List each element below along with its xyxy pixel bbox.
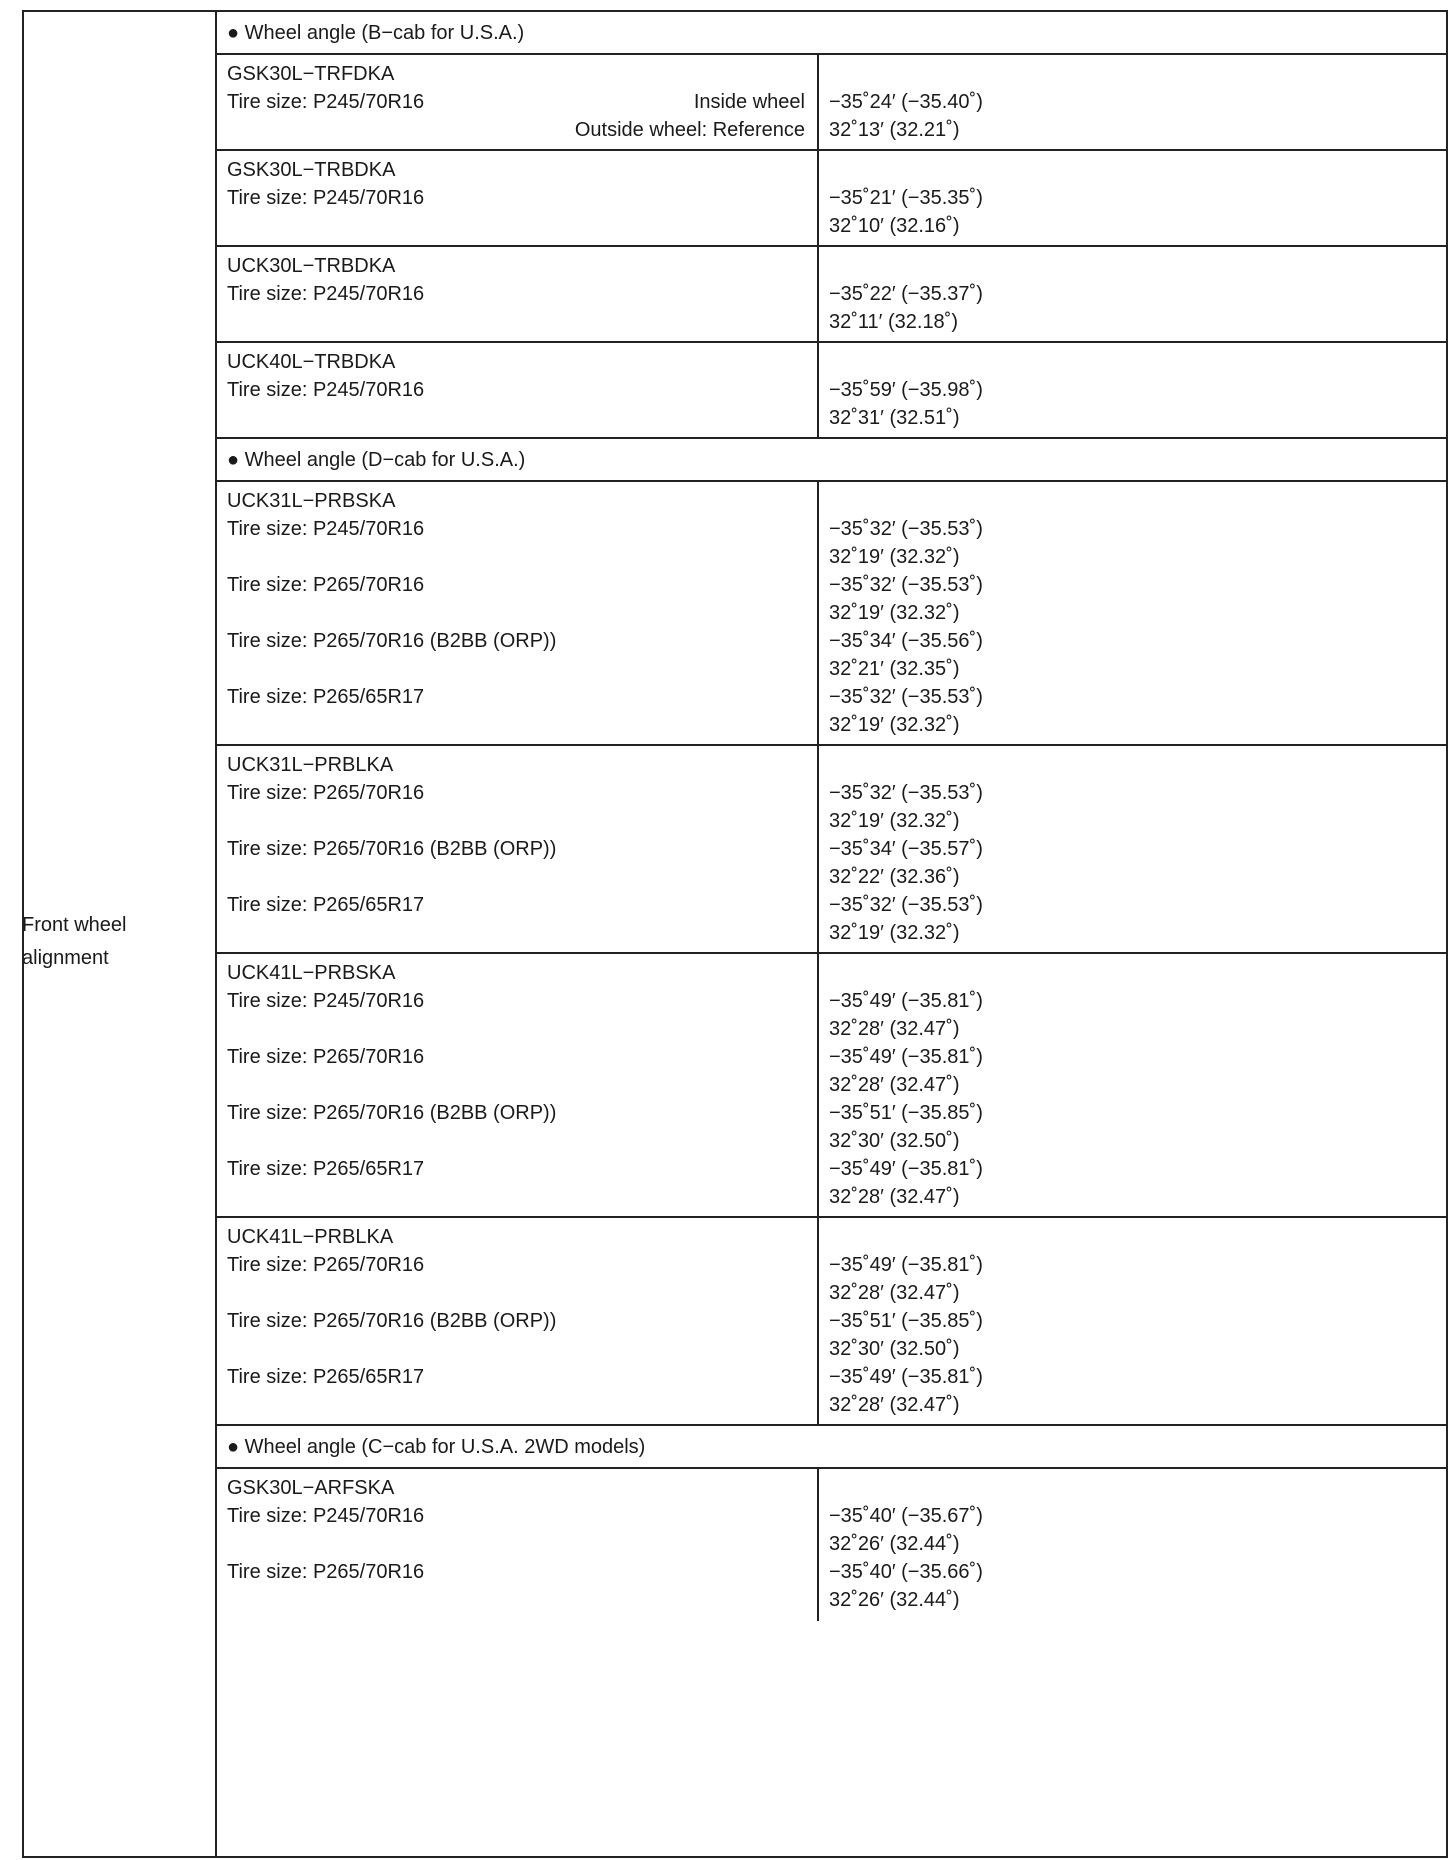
tire-size: Tire size: P265/70R16	[227, 574, 425, 596]
tire-size: Tire size: P265/70R16 (B2BB (ORP))	[227, 1102, 557, 1124]
inside-wheel-angle: −35˚49′ (−35.81˚)	[829, 1254, 983, 1276]
outside-wheel-label: Outside wheel: Reference	[574, 119, 805, 141]
angle-cell	[819, 746, 1446, 952]
angle-cell	[819, 343, 1446, 437]
tire-size: Tire size: P265/65R17	[227, 894, 425, 916]
outside-wheel-angle: 32˚28′ (32.47˚)	[829, 1394, 960, 1416]
model-name: UCK31L−PRBSKA	[227, 490, 396, 512]
outside-wheel-angle: 32˚31′ (32.51˚)	[829, 407, 960, 429]
inside-wheel-angle: −35˚21′ (−35.35˚)	[829, 187, 983, 209]
model-row	[217, 1218, 1446, 1426]
inside-wheel-angle: −35˚49′ (−35.81˚)	[829, 1046, 983, 1068]
model-row	[217, 746, 1446, 954]
outside-wheel-angle: 32˚21′ (32.35˚)	[829, 658, 960, 680]
tire-size: Tire size: P265/70R16	[227, 1254, 425, 1276]
inside-wheel-angle: −35˚32′ (−35.53˚)	[829, 782, 983, 804]
inside-wheel-label: Inside wheel	[693, 91, 805, 113]
tire-size: Tire size: P245/70R16	[227, 283, 425, 305]
angle-cell	[819, 1218, 1446, 1424]
outside-wheel-angle: 32˚28′ (32.47˚)	[829, 1074, 960, 1096]
outside-wheel-angle: 32˚22′ (32.36˚)	[829, 866, 960, 888]
inside-wheel-angle: −35˚32′ (−35.53˚)	[829, 686, 983, 708]
section-title: ● Wheel angle (C−cab for U.S.A. 2WD models)	[227, 1436, 646, 1458]
angle-cell	[819, 55, 1446, 149]
model-cell	[217, 343, 819, 437]
section-header-row	[217, 12, 1446, 55]
row-label	[22, 909, 127, 975]
inside-wheel-angle: −35˚51′ (−35.85˚)	[829, 1102, 983, 1124]
model-cell	[217, 954, 819, 1216]
angle-cell	[819, 247, 1446, 341]
model-cell	[217, 55, 819, 149]
section-header-row	[217, 439, 1446, 482]
outside-wheel-angle: 32˚28′ (32.47˚)	[829, 1186, 960, 1208]
model-row	[217, 247, 1446, 343]
outside-wheel-angle: 32˚26′ (32.44˚)	[829, 1533, 960, 1555]
tire-size: Tire size: P265/70R16	[227, 1561, 425, 1583]
model-cell	[217, 247, 819, 341]
tire-size: Tire size: P245/70R16	[227, 518, 425, 540]
tire-size: Tire size: P265/65R17	[227, 1158, 425, 1180]
outside-wheel-angle: 32˚28′ (32.47˚)	[829, 1018, 960, 1040]
tire-size: Tire size: P265/70R16 (B2BB (ORP))	[227, 1310, 557, 1332]
model-name: UCK41L−PRBSKA	[227, 962, 396, 984]
inside-wheel-angle: −35˚49′ (−35.81˚)	[829, 1366, 983, 1388]
inside-wheel-angle: −35˚40′ (−35.66˚)	[829, 1561, 983, 1583]
section-title: ● Wheel angle (B−cab for U.S.A.)	[227, 22, 525, 44]
model-name: UCK41L−PRBLKA	[227, 1226, 394, 1248]
outside-wheel-angle: 32˚19′ (32.32˚)	[829, 546, 960, 568]
model-row	[217, 954, 1446, 1218]
inside-wheel-angle: −35˚22′ (−35.37˚)	[829, 283, 983, 305]
outside-wheel-angle: 32˚19′ (32.32˚)	[829, 810, 960, 832]
inside-wheel-angle: −35˚49′ (−35.81˚)	[829, 990, 983, 1012]
outside-wheel-angle: 32˚10′ (32.16˚)	[829, 215, 960, 237]
inside-wheel-angle: −35˚40′ (−35.67˚)	[829, 1505, 983, 1527]
angle-cell	[819, 482, 1446, 744]
section-title: ● Wheel angle (D−cab for U.S.A.)	[227, 449, 526, 471]
spec-table	[22, 10, 1448, 1858]
outside-wheel-angle: 32˚26′ (32.44˚)	[829, 1589, 960, 1611]
tire-size: Tire size: P245/70R16	[227, 187, 425, 209]
model-cell	[217, 746, 819, 952]
tire-size: Tire size: P265/70R16 (B2BB (ORP))	[227, 838, 557, 860]
model-name: UCK31L−PRBLKA	[227, 754, 394, 776]
model-name: GSK30L−TRFDKA	[227, 63, 395, 85]
angle-cell	[819, 954, 1446, 1216]
outside-wheel-angle: 32˚30′ (32.50˚)	[829, 1338, 960, 1360]
tire-size: Tire size: P265/65R17	[227, 686, 425, 708]
inside-wheel-angle: −35˚34′ (−35.56˚)	[829, 630, 983, 652]
inside-wheel-angle: −35˚51′ (−35.85˚)	[829, 1310, 983, 1332]
model-name: GSK30L−ARFSKA	[227, 1477, 395, 1499]
outside-wheel-angle: 32˚19′ (32.32˚)	[829, 714, 960, 736]
tire-size: Tire size: P245/70R16	[227, 990, 425, 1012]
outside-wheel-angle: 32˚28′ (32.47˚)	[829, 1282, 960, 1304]
model-name: GSK30L−TRBDKA	[227, 159, 396, 181]
inside-wheel-angle: −35˚59′ (−35.98˚)	[829, 379, 983, 401]
angle-cell	[819, 151, 1446, 245]
outside-wheel-angle: 32˚19′ (32.32˚)	[829, 602, 960, 624]
row-label-cell	[24, 12, 217, 1856]
tire-size: Tire size: P265/70R16	[227, 1046, 425, 1068]
outside-wheel-angle: 32˚30′ (32.50˚)	[829, 1130, 960, 1152]
inside-wheel-angle: −35˚32′ (−35.53˚)	[829, 894, 983, 916]
inside-wheel-angle: −35˚32′ (−35.53˚)	[829, 574, 983, 596]
model-name: UCK40L−TRBDKA	[227, 351, 396, 373]
model-name: UCK30L−TRBDKA	[227, 255, 396, 277]
tire-size: Tire size: P265/70R16 (B2BB (ORP))	[227, 630, 557, 652]
model-row	[217, 1469, 1446, 1621]
outside-wheel-angle: 32˚11′ (32.18˚)	[829, 311, 959, 333]
table-rows	[217, 12, 1446, 1621]
inside-wheel-angle: −35˚49′ (−35.81˚)	[829, 1158, 983, 1180]
inside-wheel-angle: −35˚34′ (−35.57˚)	[829, 838, 983, 860]
model-cell	[217, 1218, 819, 1424]
inside-wheel-angle: −35˚32′ (−35.53˚)	[829, 518, 983, 540]
tire-size: Tire size: P265/70R16	[227, 782, 425, 804]
tire-size: Tire size: P265/65R17	[227, 1366, 425, 1388]
model-row	[217, 482, 1446, 746]
model-cell	[217, 151, 819, 245]
section-header-row	[217, 1426, 1446, 1469]
angle-cell	[819, 1469, 1446, 1621]
inside-wheel-angle: −35˚24′ (−35.40˚)	[829, 91, 983, 113]
model-cell	[217, 1469, 819, 1621]
model-row	[217, 55, 1446, 151]
outside-wheel-angle: 32˚13′ (32.21˚)	[829, 119, 960, 141]
row-label-line-1: Front wheel	[22, 914, 127, 936]
row-label-line-2: alignment	[22, 947, 109, 969]
outside-wheel-angle: 32˚19′ (32.32˚)	[829, 922, 960, 944]
model-cell	[217, 482, 819, 744]
tire-size: Tire size: P245/70R16	[227, 91, 425, 113]
model-row	[217, 343, 1446, 439]
tire-size: Tire size: P245/70R16	[227, 1505, 425, 1527]
model-row	[217, 151, 1446, 247]
tire-size: Tire size: P245/70R16	[227, 379, 425, 401]
